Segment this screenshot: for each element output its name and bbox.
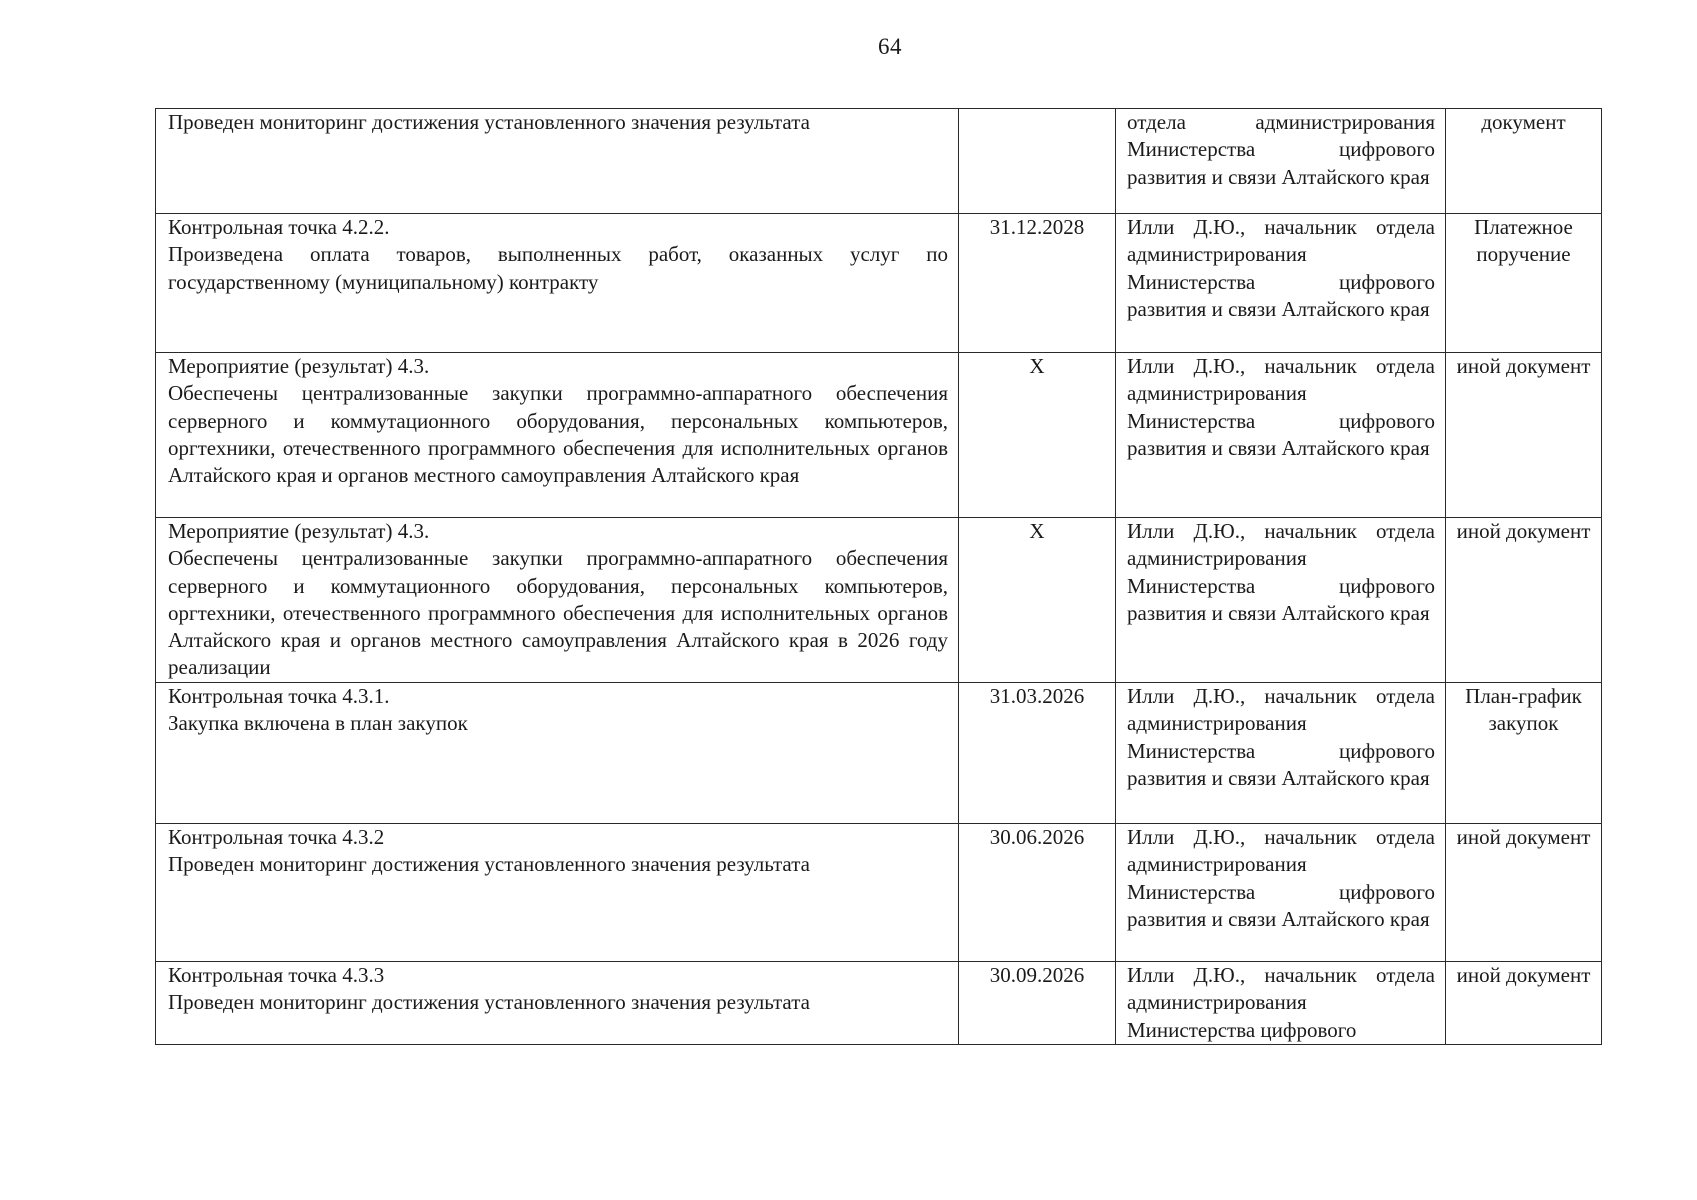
document-cell: иной документ <box>1446 824 1602 962</box>
date-cell: 30.06.2026 <box>959 824 1116 962</box>
event-title: Мероприятие (результат) 4.3. <box>168 354 430 378</box>
date-cell <box>959 109 1116 214</box>
responsible-text: Илли Д.Ю., начальник отдела администрирования Министерства цифрового развития и связи Алтайского края <box>1127 519 1435 625</box>
date-cell: 31.12.2028 <box>959 214 1116 353</box>
event-description: Произведена оплата товаров, выполненных работ, оказанных услуг по государственному (муниципальному) контракту <box>168 242 948 294</box>
event-title: Контрольная точка 4.3.3 <box>168 963 385 987</box>
event-cell <box>156 353 959 518</box>
event-description: Обеспечены централизованные закупки программно-аппаратного обеспечения серверного и коммутационного оборудования, персональных компьютеров, оргтехники, отечественного программного обеспечения для исполнительных органов Алтайского края и органов местного самоуправления Алтайского края в 2026 году реализации <box>168 546 948 680</box>
table-row <box>156 824 1602 962</box>
table-row <box>156 683 1602 824</box>
document-cell: иной документ <box>1446 353 1602 518</box>
event-title: Мероприятие (результат) 4.3. <box>168 519 430 543</box>
table-row <box>156 518 1602 683</box>
event-title: Контрольная точка 4.3.1. <box>168 684 390 708</box>
event-cell <box>156 683 959 824</box>
date-cell: Х <box>959 518 1116 683</box>
responsible-text: отдела администрирования Министерства цифрового развития и связи Алтайского края <box>1127 110 1435 189</box>
event-cell <box>156 518 959 683</box>
event-description: Проведен мониторинг достижения установленного значения результата <box>168 110 810 134</box>
responsible-cell <box>1116 962 1446 1045</box>
document-cell: документ <box>1446 109 1602 214</box>
event-cell <box>156 109 959 214</box>
responsible-text: Илли Д.Ю., начальник отдела администрирования Министерства цифрового развития и связи Алтайского края <box>1127 354 1435 460</box>
responsible-cell <box>1116 824 1446 962</box>
responsible-text: Илли Д.Ю., начальник отдела администрирования Министерства цифрового развития и связи Алтайского края <box>1127 684 1435 790</box>
responsible-text: Илли Д.Ю., начальник отдела администрирования Министерства цифрового развития и связи Алтайского края <box>1127 825 1435 931</box>
responsible-cell <box>1116 353 1446 518</box>
event-title: Контрольная точка 4.3.2 <box>168 825 385 849</box>
document-cell: План-график закупок <box>1446 683 1602 824</box>
page-number: 64 <box>878 34 902 59</box>
table-row <box>156 962 1602 1045</box>
date-cell: Х <box>959 353 1116 518</box>
document-cell: иной документ <box>1446 518 1602 683</box>
table-row <box>156 214 1602 353</box>
event-cell <box>156 962 959 1045</box>
responsible-text: Илли Д.Ю., начальник отдела администрирования Министерства цифрового развития и связи Алтайского края <box>1127 215 1435 321</box>
responsible-cell <box>1116 214 1446 353</box>
event-description: Обеспечены централизованные закупки программно-аппаратного обеспечения серверного и коммутационного оборудования, персональных компьютеров, оргтехники, отечественного программного обеспечения для исполнительных органов Алтайского края и органов местного самоуправления Алтайского края <box>168 381 948 488</box>
date-cell: 31.03.2026 <box>959 683 1116 824</box>
table-row <box>156 353 1602 518</box>
document-cell: иной документ <box>1446 962 1602 1045</box>
event-description: Закупка включена в план закупок <box>168 711 468 736</box>
event-description: Проведен мониторинг достижения установленного значения результата <box>168 852 810 877</box>
responsible-cell <box>1116 683 1446 824</box>
event-cell <box>156 824 959 962</box>
event-title: Контрольная точка 4.2.2. <box>168 215 390 239</box>
date-cell: 30.09.2026 <box>959 962 1116 1045</box>
responsible-cell <box>1116 518 1446 683</box>
table-row <box>156 109 1602 214</box>
event-cell <box>156 214 959 353</box>
plan-table <box>155 108 1602 1045</box>
document-cell: Платежное поручение <box>1446 214 1602 353</box>
event-description: Проведен мониторинг достижения установленного значения результата <box>168 990 810 1015</box>
responsible-text: Илли Д.Ю., начальник отдела администрирования Министерства цифрового <box>1127 963 1435 1042</box>
responsible-cell <box>1116 109 1446 214</box>
